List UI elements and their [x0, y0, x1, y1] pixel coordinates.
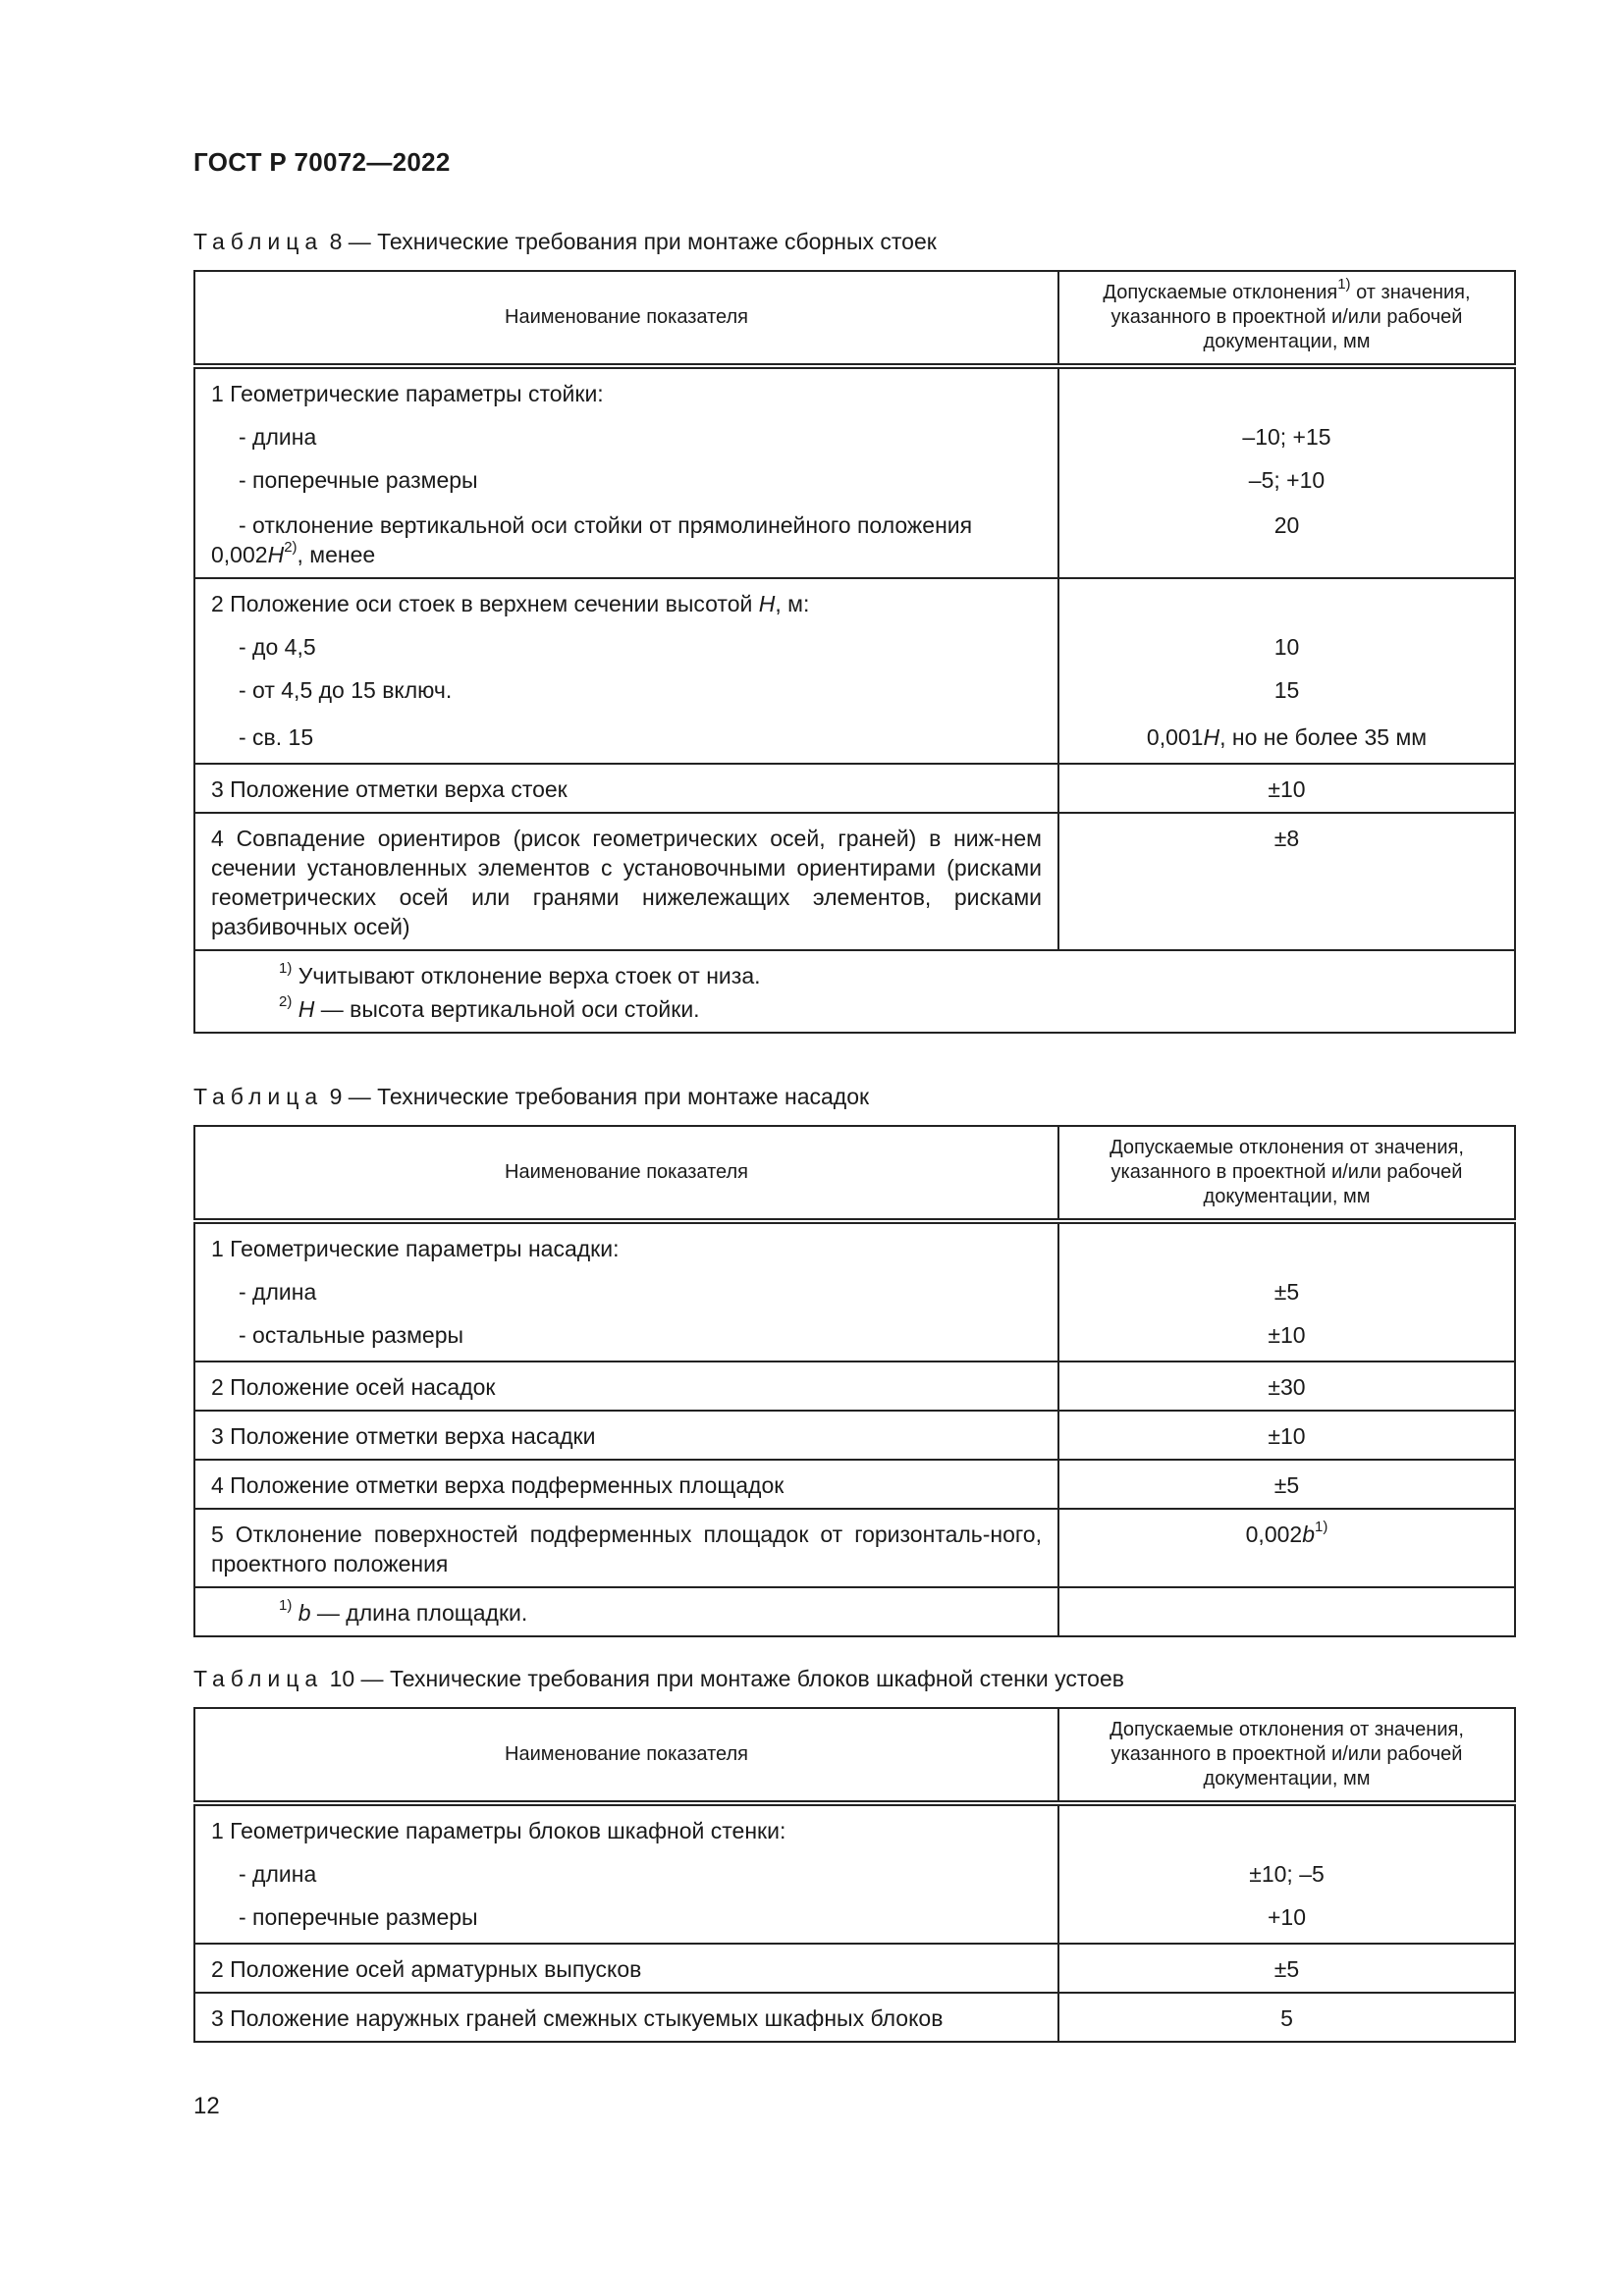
table10-r1a-value: ±10; –5: [1058, 1845, 1515, 1895]
table9-caption-text: 9 — Технические требования при монтаже насадок: [329, 1084, 870, 1109]
table-row: [194, 578, 1515, 618]
table-row: [194, 1993, 1515, 2042]
table8-r1-title: 1 Геометрические параметры стойки:: [194, 366, 1058, 408]
table8-r2c-value: 0,001H, но не более 35 мм: [1058, 715, 1515, 764]
table8-col-name-header: Наименование показателя: [194, 271, 1058, 366]
table9-col-name-header: Наименование показателя: [194, 1126, 1058, 1221]
table9-r2-value: ±30: [1058, 1362, 1515, 1411]
table8-r2a-value: 10: [1058, 618, 1515, 667]
table10-col-tolerance-header: Допускаемые отклонения от значения, указанного в проектной и/или рабочей документации, мм: [1058, 1708, 1515, 1803]
table10-r2-label: 2 Положение осей арматурных выпусков: [194, 1944, 1058, 1993]
table9-r1a-label: - длина: [239, 1279, 317, 1305]
table-row: [194, 618, 1515, 667]
table9-footnote: $^{1)}$ b — длина площадки.: [194, 1587, 1515, 1636]
table-row: [194, 1460, 1515, 1509]
table8-r1c-label: - отклонение вертикальной оси стойки от прямолинейного положения $0,002H^{2)}$, менее: [194, 505, 1058, 578]
table10-r1b-label: - поперечные размеры: [239, 1904, 478, 1930]
table-row: [194, 1411, 1515, 1460]
page-number: 12: [193, 2093, 220, 2119]
table-row: [194, 1312, 1515, 1362]
table9-r1b-value: ±10: [1058, 1312, 1515, 1362]
table8-r2b-label: - от 4,5 до 15 включ.: [239, 677, 453, 703]
table8-r1b-value: –5; +10: [1058, 457, 1515, 505]
table10-r2-value: ±5: [1058, 1944, 1515, 1993]
table9-caption-word: Таблица: [193, 1084, 324, 1109]
table8-footnote-1: $^{1)}$ Учитывают отклонение верха стоек от низа.: [194, 950, 1515, 990]
table-row: [194, 1944, 1515, 1993]
table10-caption: [193, 1666, 1124, 1692]
table-row: [194, 1895, 1515, 1944]
table10-r1a-label: - длина: [239, 1861, 317, 1887]
table8-caption-text: 8 — Технические требования при монтаже сборных стоек: [329, 229, 937, 254]
table10: [193, 1707, 1516, 2043]
table9-r5-value: $0,002b^{1)}$: [1058, 1509, 1515, 1587]
table10-r1-title: 1 Геометрические параметры блоков шкафной стенки:: [194, 1803, 1058, 1845]
table8-caption-word: Таблица: [193, 229, 324, 254]
table8-col-tolerance-header: Допускаемые отклонения$^{1)}$ от значения, указанного в проектной и/или рабочей документации, мм: [1058, 271, 1515, 366]
table8-r1a-value: –10; +15: [1058, 408, 1515, 457]
table9-r3-label: 3 Положение отметки верха насадки: [194, 1411, 1058, 1460]
table8-caption: [193, 229, 937, 255]
table10-r1b-value: +10: [1058, 1895, 1515, 1944]
table8-r4-label: 4 Совпадение ориентиров (рисок геометрических осей, граней) в ниж-нем сечении установленных элементов с установочными ориентирами (рисками геометрических осей или гранями нижележащих элементов, рисками разбивочных осей): [194, 813, 1058, 950]
table-row: [194, 1803, 1515, 1845]
table9-r4-value: ±5: [1058, 1460, 1515, 1509]
table-row: [194, 813, 1515, 950]
table-row: [194, 1362, 1515, 1411]
table-row: [194, 667, 1515, 715]
table8-r2a-label: - до 4,5: [239, 634, 316, 660]
table-row: [194, 1845, 1515, 1895]
table10-r3-value: 5: [1058, 1993, 1515, 2042]
table9-r2-label: 2 Положение осей насадок: [194, 1362, 1058, 1411]
table8-footnote-2: $^{2)}$ H — высота вертикальной оси стойки.: [194, 990, 1515, 1033]
table9-caption: [193, 1084, 869, 1110]
document-header: ГОСТ Р 70072—2022: [193, 147, 451, 177]
table10-col-name-header: Наименование показателя: [194, 1708, 1058, 1803]
table8-r2c-label: - св. 15: [239, 724, 314, 750]
table9-r1a-value: ±5: [1058, 1263, 1515, 1312]
table9-r5-label: 5 Отклонение поверхностей подферменных площадок от горизонталь-ного, проектного положения: [194, 1509, 1058, 1587]
table-row: [194, 764, 1515, 813]
table8-r1c-value: 20: [1058, 505, 1515, 578]
table9-r1-title: 1 Геометрические параметры насадки:: [194, 1221, 1058, 1263]
table8-r3-label: 3 Положение отметки верха стоек: [194, 764, 1058, 813]
table9-r3-value: ±10: [1058, 1411, 1515, 1460]
table9-r4-label: 4 Положение отметки верха подферменных площадок: [194, 1460, 1058, 1509]
table10-caption-text: 10 — Технические требования при монтаже блоков шкафной стенки устоев: [329, 1666, 1124, 1691]
table8-r1a-label: - длина: [239, 424, 317, 450]
table9-col-tolerance-header: Допускаемые отклонения от значения, указанного в проектной и/или рабочей документации, мм: [1058, 1126, 1515, 1221]
table10-r3-label: 3 Положение наружных граней смежных стыкуемых шкафных блоков: [194, 1993, 1058, 2042]
table8-r2b-value: 15: [1058, 667, 1515, 715]
table-row: [194, 366, 1515, 408]
table-row: [194, 715, 1515, 764]
table8-r3-value: ±10: [1058, 764, 1515, 813]
table-row: [194, 505, 1515, 578]
table8-r4-value: ±8: [1058, 813, 1515, 950]
table-row: [194, 1221, 1515, 1263]
table-row: [194, 1263, 1515, 1312]
table8: [193, 270, 1516, 1034]
table8-r2-title: 2 Положение оси стоек в верхнем сечении высотой H, м:: [194, 578, 1058, 618]
table-row: [194, 457, 1515, 505]
table8-r1b-label: - поперечные размеры: [239, 467, 478, 493]
table9: [193, 1125, 1516, 1637]
table10-caption-word: Таблица: [193, 1666, 324, 1691]
table-row: [194, 1509, 1515, 1587]
table-row: [194, 408, 1515, 457]
table9-r1b-label: - остальные размеры: [239, 1322, 464, 1348]
